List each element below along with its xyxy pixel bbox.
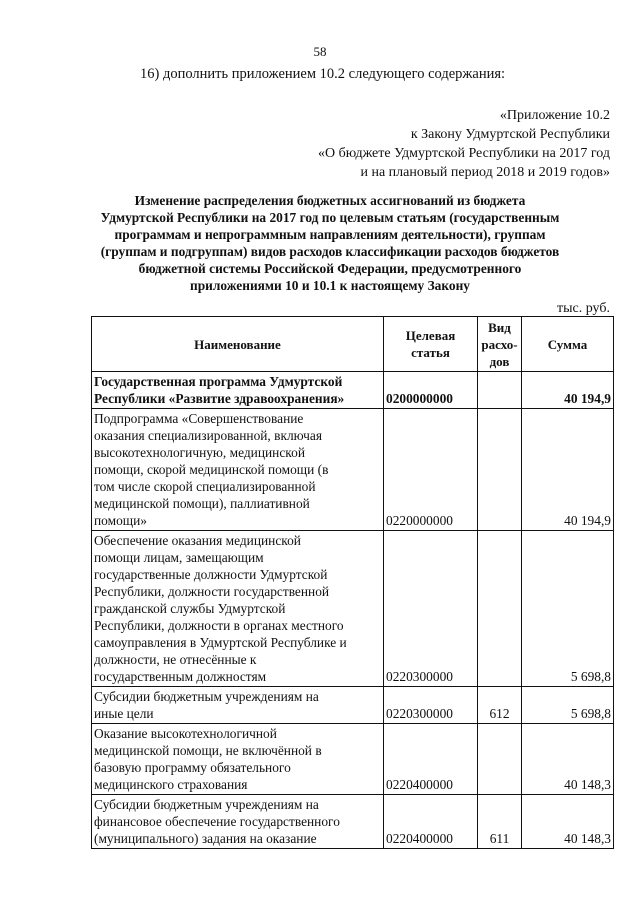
row-kind xyxy=(478,372,522,409)
row-name-line: Обеспечение оказания медицинской xyxy=(94,533,301,548)
row-code: 0220400000 xyxy=(384,724,478,795)
row-name-line: Оказание высокотехнологичной xyxy=(94,726,277,741)
table-row xyxy=(92,724,614,795)
page-number: 58 xyxy=(313,44,327,59)
title-line: (группам и подгруппам) видов расходов классификации расходов бюджетов xyxy=(100,244,560,259)
header-code-line: Целевая xyxy=(405,328,456,343)
header-sum: Сумма xyxy=(522,317,614,372)
row-code: 0200000000 xyxy=(384,372,478,409)
row-name-line: государственным должностям xyxy=(94,669,267,684)
units-label: тыс. руб. xyxy=(557,301,610,316)
title-line: Удмуртской Республики на 2017 год по целевым статьям (государственным xyxy=(100,210,560,225)
row-sum: 40 148,3 xyxy=(522,795,614,849)
title-line: Изменение распределения бюджетных ассигнований из бюджета xyxy=(134,193,526,208)
title-line: приложениями 10 и 10.1 к настоящему Закону xyxy=(190,278,470,293)
table-row xyxy=(92,409,614,531)
row-name-line: должности, не отнесённые к xyxy=(94,652,257,667)
row-name-line: самоуправления в Удмуртской Республике и xyxy=(94,635,347,650)
appendix-line: и на плановый период 2018 и 2019 годов» xyxy=(360,165,610,180)
row-code: 0220000000 xyxy=(384,409,478,531)
row-name-line: Субсидии бюджетным учреждениям на xyxy=(94,797,319,812)
row-name-line: высокотехнологичную, медицинской xyxy=(94,445,305,460)
row-name-line: гражданской службы Удмуртской xyxy=(94,601,286,616)
title-line: программам и непрограммным направлениям деятельности), группам xyxy=(114,227,546,242)
row-code: 0220300000 xyxy=(384,531,478,687)
header-kind-line: расхо- xyxy=(481,336,518,352)
row-name-line: Субсидии бюджетным учреждениям на xyxy=(94,689,319,704)
row-sum: 5 698,8 xyxy=(522,531,614,687)
row-name-line: Республики, должности государственной xyxy=(94,584,330,599)
table-row xyxy=(92,795,614,849)
table-row xyxy=(92,531,614,687)
row-kind: 611 xyxy=(478,795,522,849)
row-sum: 5 698,8 xyxy=(522,687,614,724)
row-name-line: Подпрограмма «Совершенствование xyxy=(94,411,304,426)
title-line: бюджетной системы Российской Федерации, предусмотренного xyxy=(138,261,522,276)
row-name-line: Республики, должности в органах местного xyxy=(94,618,344,633)
row-name-line: оказания специализированной, включая xyxy=(94,428,322,443)
row-name-line: помощи» xyxy=(94,513,147,528)
table-header-row xyxy=(92,317,614,372)
row-sum: 40 194,9 xyxy=(522,409,614,531)
row-name-line: том числе скорой специализированной xyxy=(94,479,316,494)
appendix-line: «О бюджете Удмуртской Республики на 2017 год xyxy=(317,146,610,161)
row-name-line: Государственная программа Удмуртской xyxy=(94,374,343,389)
header-kind xyxy=(478,317,522,372)
row-name xyxy=(92,795,384,849)
row-name-line: государственные должности Удмуртской xyxy=(94,567,328,582)
row-name xyxy=(92,372,384,409)
appendix-line: «Приложение 10.2 xyxy=(499,108,610,123)
row-name xyxy=(92,724,384,795)
row-name-line: медицинской помощи, не включённой в xyxy=(94,743,322,758)
row-kind xyxy=(478,531,522,687)
row-name-line: иные цели xyxy=(94,706,154,721)
row-sum: 40 148,3 xyxy=(522,724,614,795)
row-name-line: финансовое обеспечение государственного xyxy=(94,814,340,829)
document-title xyxy=(88,192,572,294)
row-name-line: медицинского страхования xyxy=(94,777,248,792)
header-code xyxy=(384,317,478,372)
row-name-line: базовую программу обязательного xyxy=(94,760,291,775)
appendix-header xyxy=(318,106,610,182)
row-name xyxy=(92,687,384,724)
row-name xyxy=(92,409,384,531)
row-name-line: помощи, скорой медицинской помощи (в xyxy=(94,462,329,477)
header-code-line: статья xyxy=(411,345,450,360)
row-name-line: медицинской помощи), паллиативной xyxy=(94,496,310,511)
intro-text: 16) дополнить приложением 10.2 следующего содержания: xyxy=(140,66,506,82)
row-name-line: помощи лицам, замещающим xyxy=(94,550,264,565)
row-sum: 40 194,9 xyxy=(522,372,614,409)
row-name-line: (муниципального) задания на оказание xyxy=(94,831,317,846)
row-name xyxy=(92,531,384,687)
header-kind-line: дов xyxy=(489,353,510,369)
row-kind: 612 xyxy=(478,687,522,724)
row-kind xyxy=(478,409,522,531)
row-name-line: Республики «Развитие здравоохранения» xyxy=(94,391,345,406)
header-name: Наименование xyxy=(92,317,384,372)
table-row xyxy=(92,372,614,409)
row-code: 0220300000 xyxy=(384,687,478,724)
table-row xyxy=(92,687,614,724)
appendix-line: к Закону Удмуртской Республики xyxy=(410,127,610,142)
row-code: 0220400000 xyxy=(384,795,478,849)
budget-table xyxy=(91,316,614,849)
header-kind-line: Вид xyxy=(488,319,511,335)
row-kind xyxy=(478,724,522,795)
